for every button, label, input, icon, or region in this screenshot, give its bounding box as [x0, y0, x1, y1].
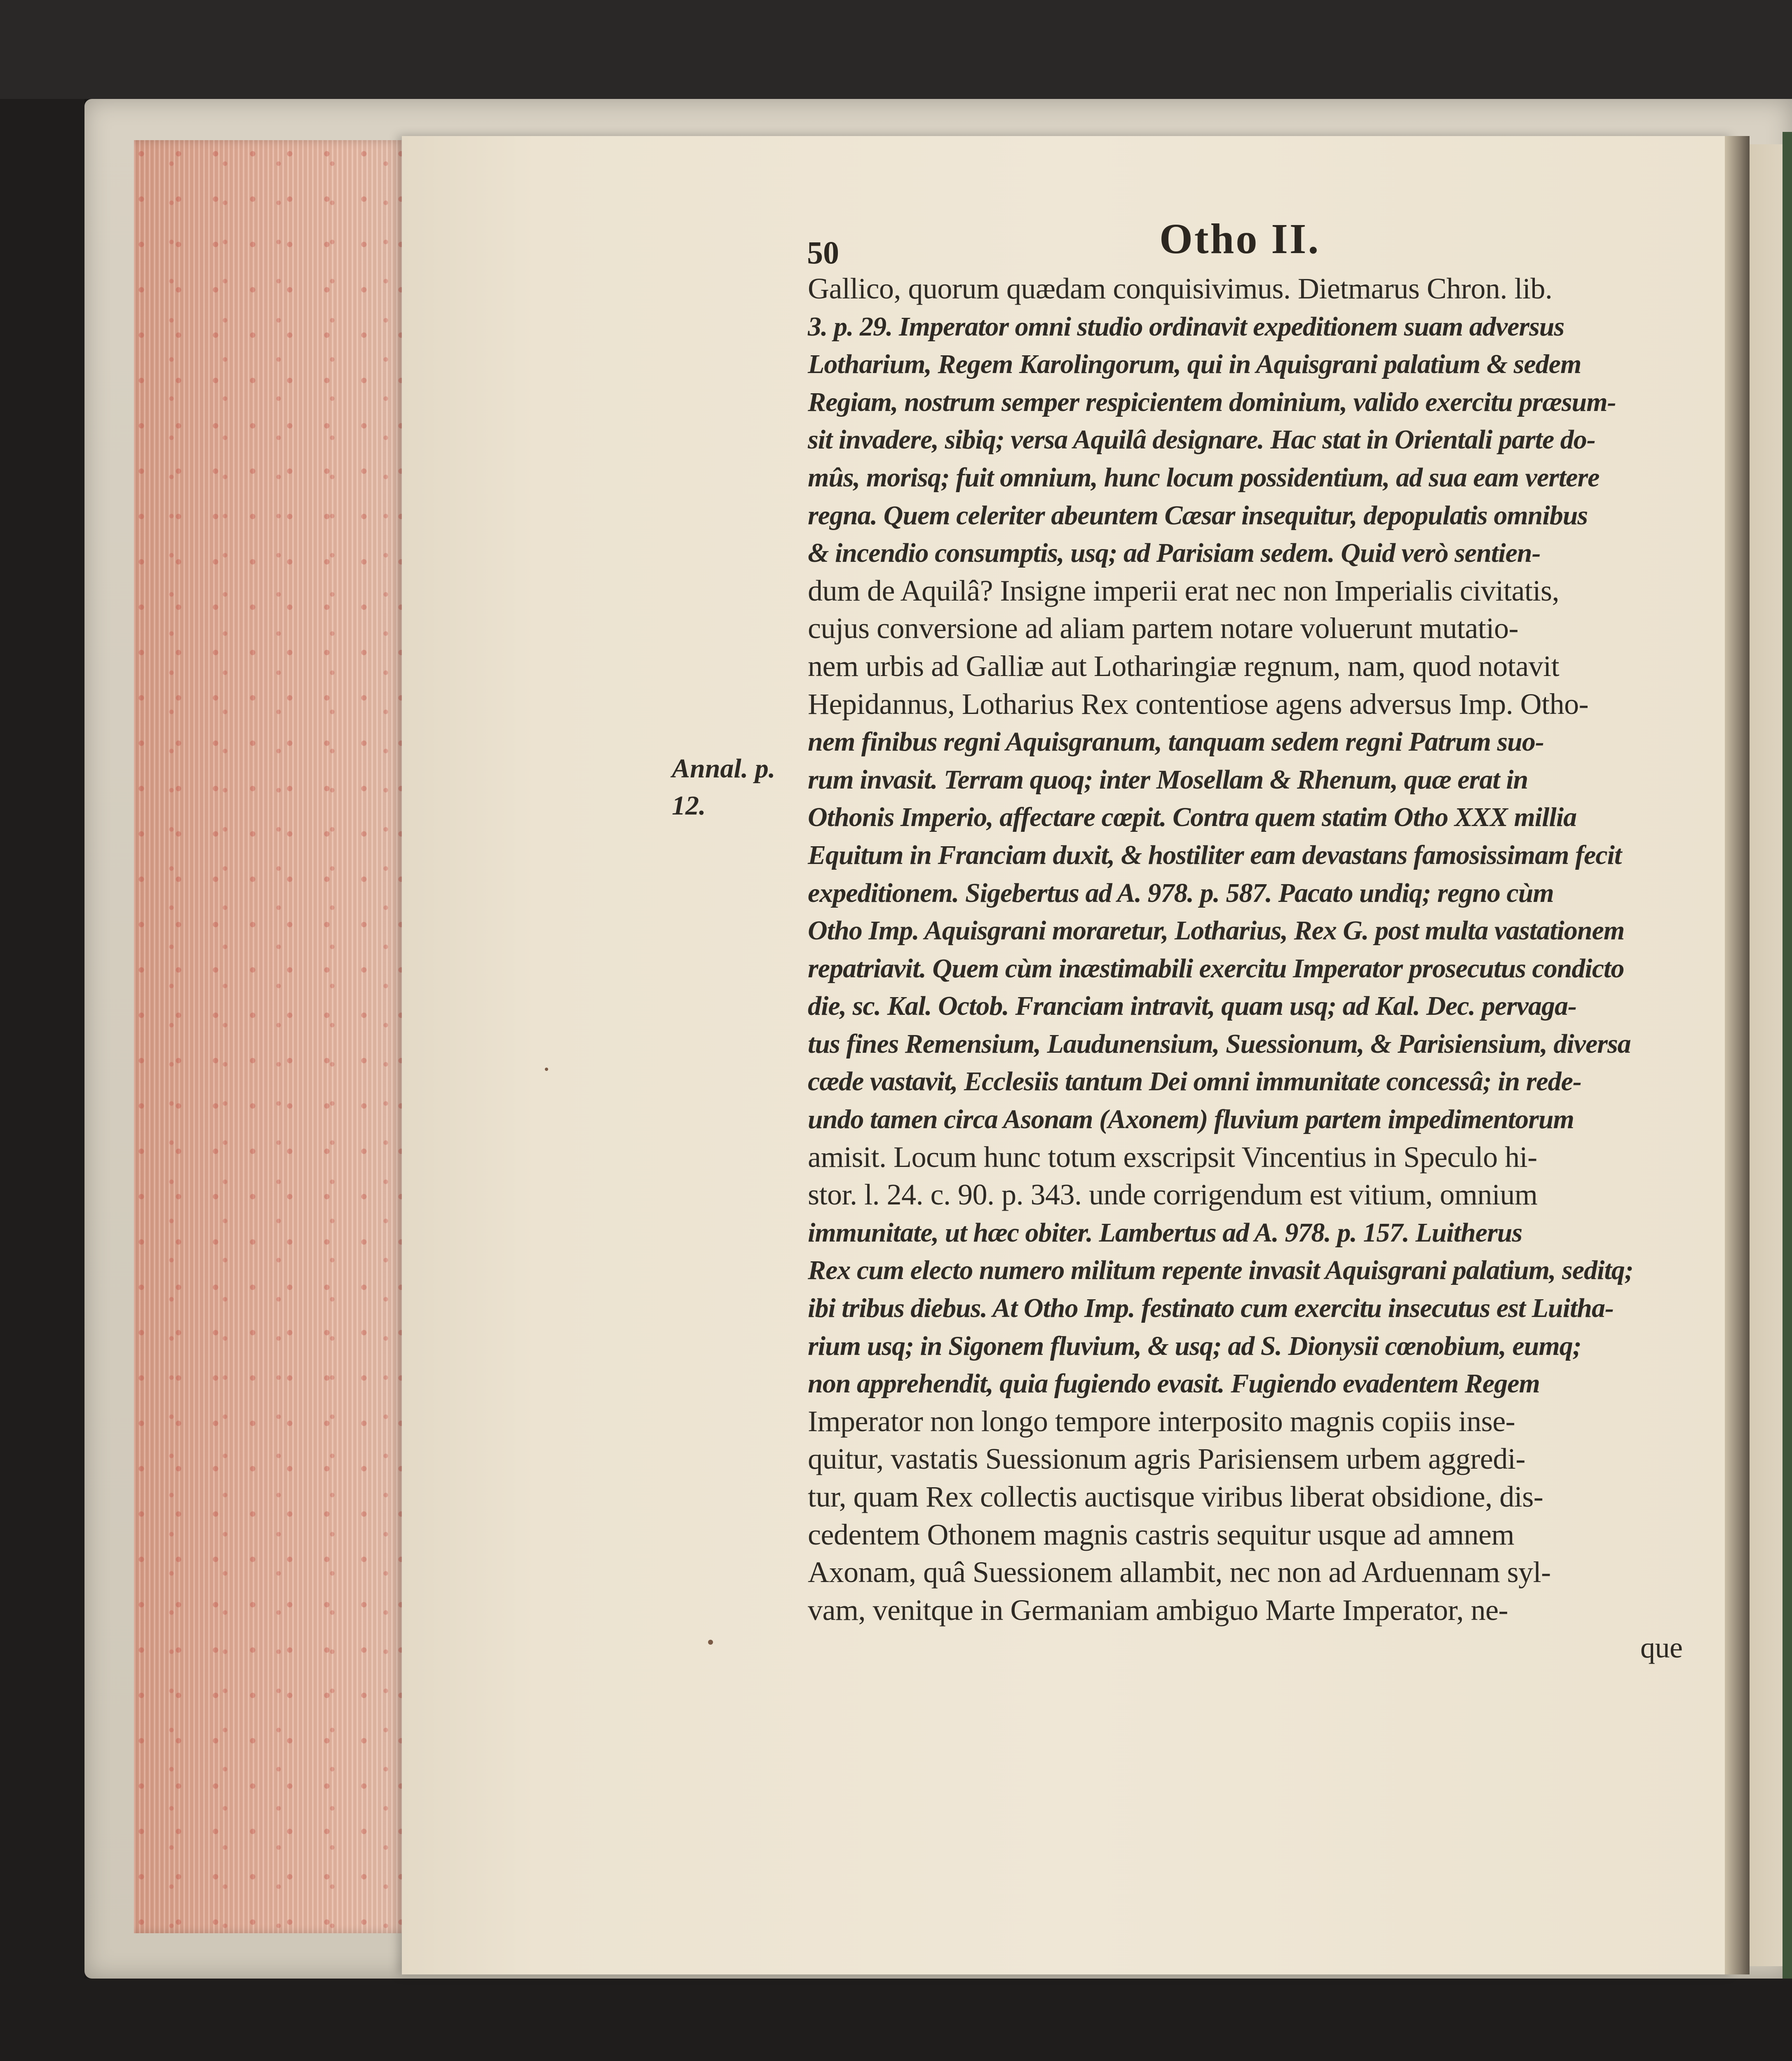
text-line: 3. p. 29. Imperator omni studio ordinavit expeditionem suam adversus — [808, 311, 1564, 342]
margin-note-line: 12. — [672, 791, 706, 821]
text-line: mûs, morisq; fuit omnium, hunc locum possidentium, ad sua eam vertere — [808, 462, 1600, 493]
text-line: repatriavit. Quem cùm inæstimabili exercitu Imperator prosecutus condicto — [808, 953, 1624, 984]
text-line: Othonis Imperio, affectare cœpit. Contra quem statim Otho XXX millia — [808, 802, 1577, 833]
text-line: immunitate, ut hæc obiter. Lambertus ad A. 978. p. 157. Luitherus — [808, 1217, 1522, 1248]
text-line: rium usq; in Sigonem fluvium, & usq; ad S. Dionysii cœnobium, eumq; — [808, 1331, 1581, 1361]
margin-note-line: Annal. p. — [672, 754, 776, 784]
text-line: amisit. Locum hunc totum exscripsit Vincentius in Speculo hi- — [808, 1140, 1537, 1174]
text-line: non apprehendit, quia fugiendo evasit. Fugiendo evadentem Regem — [808, 1369, 1540, 1399]
text-line: cæde vastavit, Ecclesiis tantum Dei omni immunitate concessâ; in rede- — [808, 1066, 1581, 1097]
body-text — [808, 270, 1706, 1667]
text-line: tus fines Remensium, Laudunensium, Suessionum, & Parisiensium, diversa — [808, 1028, 1631, 1059]
text-line: Hepidannus, Lotharius Rex contentiose agens adversus Imp. Otho- — [808, 687, 1589, 721]
running-head: Otho II. — [1159, 215, 1321, 263]
margin-note — [672, 750, 795, 824]
text-line: regna. Quem celeriter abeuntem Cæsar insequitur, depopulatis omnibus — [808, 500, 1588, 531]
text-line: rum invasit. Terram quoq; inter Mosellam & Rhenum, quæ erat in — [808, 764, 1528, 795]
facing-page-green-edge — [1783, 132, 1792, 1979]
page-gutter — [1725, 136, 1750, 1974]
text-line: nem urbis ad Galliæ aut Lotharingiæ regnum, nam, quod notavit — [808, 649, 1560, 683]
text-line: cedentem Othonem magnis castris sequitur usque ad amnem — [808, 1518, 1515, 1551]
text-line: cujus conversione ad aliam partem notare voluerunt mutatio- — [808, 612, 1518, 645]
text-line: ibi tribus diebus. At Otho Imp. festinato cum exercitu insecutus est Luitha- — [808, 1293, 1614, 1324]
page-number: 50 — [807, 235, 839, 270]
text-line: dum de Aquilâ? Insigne imperii erat nec non Imperialis civitatis, — [808, 574, 1559, 607]
page-header — [807, 214, 1693, 268]
text-line: quitur, vastatis Suessionum agris Parisiensem urbem aggredi- — [808, 1442, 1525, 1476]
text-line: & incendio consumptis, usq; ad Parisiam sedem. Quid verò sentien- — [808, 538, 1541, 568]
ink-spot — [545, 1068, 548, 1071]
text-line: Axonam, quâ Suessionem allambit, nec non ad Arduennam syl- — [808, 1556, 1551, 1589]
text-line: Imperator non longo tempore interposito magnis copiis inse- — [808, 1404, 1515, 1438]
text-line: expeditionem. Sigebertus ad A. 978. p. 587. Pacato undiq; regno cùm — [808, 878, 1554, 908]
text-line: tur, quam Rex collectis auctisque viribus liberat obsidione, dis- — [808, 1480, 1543, 1513]
ink-spot — [708, 1640, 713, 1645]
text-line: vam, venitque in Germaniam ambiguo Marte Imperator, ne- — [808, 1593, 1508, 1627]
text-line: Otho Imp. Aquisgrani moraretur, Lotharius, Rex G. post multa vastationem — [808, 915, 1625, 946]
text-line: sit invadere, sibiq; versa Aquilâ designare. Hac stat in Orientali parte do- — [808, 425, 1595, 455]
scan-backdrop — [0, 0, 1792, 99]
text-line: Gallico, quorum quædam conquisivimus. Dietmarus Chron. lib. — [808, 272, 1553, 305]
text-line: stor. l. 24. c. 90. p. 343. unde corrigendum est vitium, omnium — [808, 1178, 1538, 1211]
sprinkled-edge-pattern — [134, 140, 439, 1933]
text-line: Rex cum electo numero militum repente invasit Aquisgrani palatium, seditq; — [808, 1255, 1633, 1286]
text-line: Equitum in Franciam duxit, & hostiliter eam devastans famosissimam fecit — [808, 840, 1622, 870]
text-line: Regiam, nostrum semper respicientem dominium, valido exercitu præsum- — [808, 387, 1616, 417]
text-line: Lotharium, Regem Karolingorum, qui in Aquisgrani palatium & sedem — [808, 349, 1581, 380]
catchword: que — [1640, 1631, 1683, 1664]
text-line: nem finibus regni Aquisgranum, tanquam sedem regni Patrum suo- — [808, 727, 1544, 757]
text-line: undo tamen circa Asonam (Axonem) fluvium partem impedimentorum — [808, 1104, 1574, 1135]
text-line: die, sc. Kal. Octob. Franciam intravit, quam usq; ad Kal. Dec. pervaga- — [808, 991, 1576, 1021]
